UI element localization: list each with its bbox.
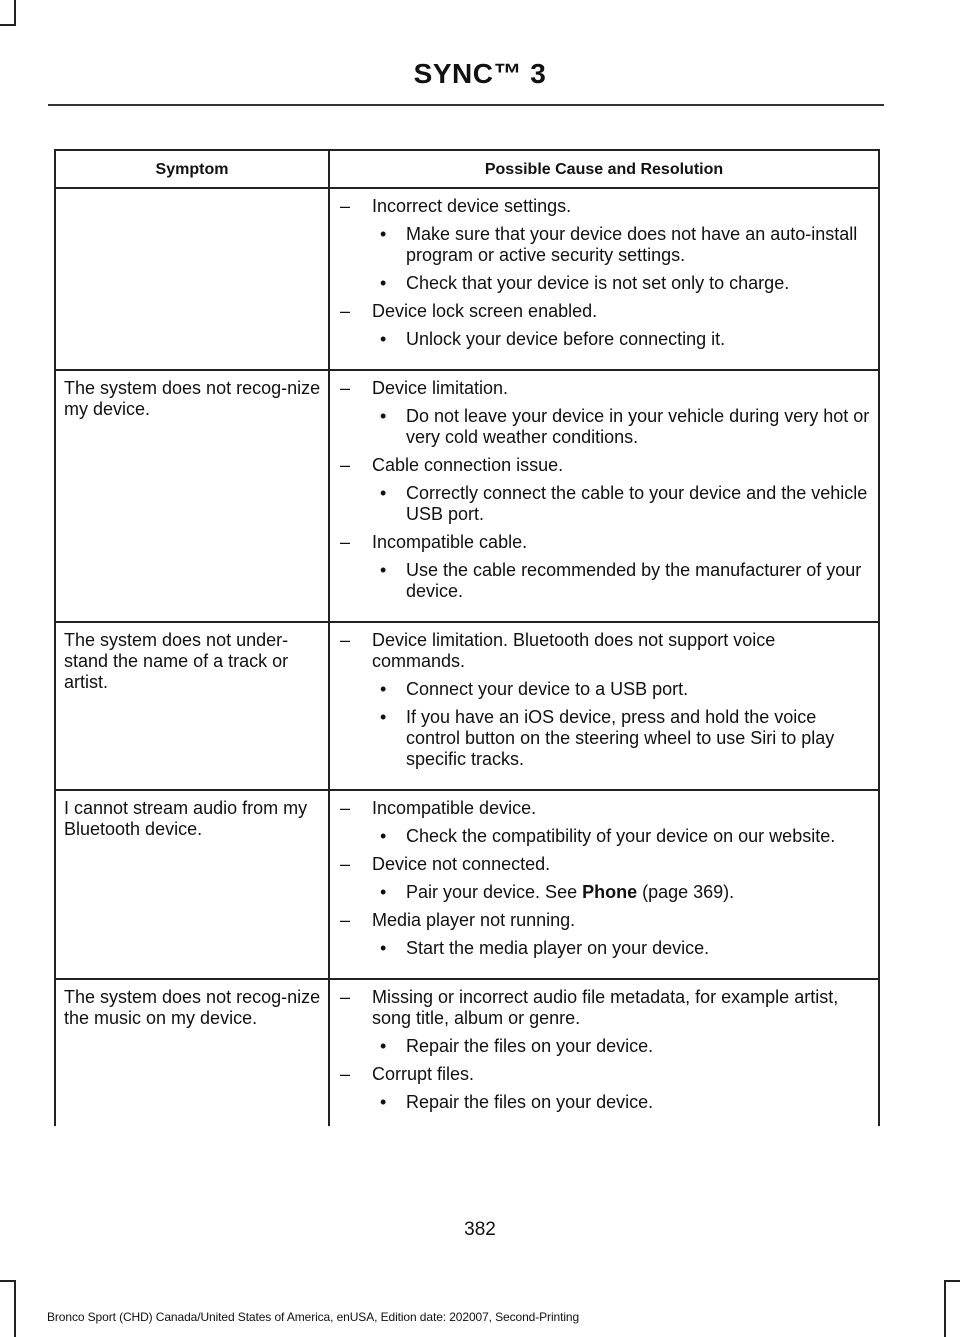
bullet-marker: • [380,560,387,580]
cause-text: Corrupt files. [372,1064,475,1084]
resolution-text: Correctly connect the cable to your device and the vehicle USB port. [406,483,868,524]
cause-text: Incompatible device. [372,798,537,818]
table-row [55,188,879,370]
crop-mark [944,1280,946,1337]
page-reference: (page 369). [637,882,735,902]
symptom-cell [55,188,329,370]
resolution-cell [329,790,879,979]
resolution-text: Check that your device is not set only to charge. [406,273,790,293]
footer-edition-info: Bronco Sport (CHD) Canada/United States of America, enUSA, Edition date: 202007, Second-Printing [47,1310,580,1324]
symptom-cell: The system does not recog-nize the music on my device. [55,979,329,1126]
crop-mark [14,1280,16,1337]
dash-marker: – [340,987,351,1007]
troubleshooting-table [54,149,880,1126]
resolution-cell [329,370,879,622]
cause-item [338,798,872,819]
symptom-cell: I cannot stream audio from my Bluetooth device. [55,790,329,979]
cause-item [338,301,872,322]
table-row [55,979,879,1126]
cause-item [338,987,872,1029]
cause-text: Device limitation. Bluetooth does not support voice commands. [372,630,776,671]
resolution-item [338,938,872,959]
bullet-marker: • [380,329,387,349]
bullet-marker: • [380,938,387,958]
bullet-marker: • [380,483,387,503]
crop-mark [0,1280,16,1282]
resolution-text: Repair the files on your device. [406,1036,654,1056]
dash-marker: – [340,455,351,475]
dash-marker: – [340,301,351,321]
resolution-text: Connect your device to a USB port. [406,679,689,699]
resolution-text: Use the cable recommended by the manufacturer of your device. [406,560,862,601]
resolution-item [338,882,872,903]
resolution-item [338,273,872,294]
bullet-marker: • [380,707,387,727]
table-row [55,790,879,979]
resolution-text: Repair the files on your device. [406,1092,654,1112]
resolution-item [338,826,872,847]
cross-reference-link[interactable]: Phone [582,882,638,902]
resolution-item [338,406,872,448]
dash-marker: – [340,910,351,930]
resolution-item [338,224,872,266]
crop-mark [944,1280,960,1282]
cause-item [338,630,872,672]
dash-marker: – [340,378,351,398]
header-rule [48,104,884,106]
cause-text: Media player not running. [372,910,576,930]
cause-item [338,196,872,217]
resolution-text: Do not leave your device in your vehicle during very hot or very cold weather conditions. [406,406,870,447]
dash-marker: – [340,1064,351,1084]
cause-item [338,532,872,553]
resolution-item [338,707,872,770]
dash-marker: – [340,854,351,874]
page-number: 382 [464,1219,496,1240]
resolution-item [338,679,872,700]
symptom-cell: The system does not recog-nize my device. [55,370,329,622]
table-row [55,622,879,790]
resolution-text: Check the compatibility of your device on our website. [406,826,836,846]
bullet-marker: • [380,273,387,293]
resolution-text: Pair your device. See [406,882,583,902]
cause-text: Device lock screen enabled. [372,301,598,321]
bullet-marker: • [380,826,387,846]
cause-item [338,378,872,399]
resolution-text: Make sure that your device does not have an auto-install program or active security settings. [406,224,858,265]
cause-text: Incorrect device settings. [372,196,572,216]
cause-item [338,910,872,931]
dash-marker: – [340,532,351,552]
bullet-marker: • [380,882,387,902]
resolution-cell [329,979,879,1126]
cause-text: Incompatible cable. [372,532,528,552]
resolution-item [338,1036,872,1057]
resolution-item [338,560,872,602]
cause-text: Missing or incorrect audio file metadata, for example artist, song title, album or genre. [372,987,839,1028]
table-header-row [55,150,879,188]
cause-item [338,455,872,476]
cause-text: Device limitation. [372,378,509,398]
cause-item [338,1064,872,1085]
resolution-cell [329,188,879,370]
cause-text: Cable connection issue. [372,455,564,475]
resolution-item [338,1092,872,1113]
resolution-text: Unlock your device before connecting it. [406,329,726,349]
symptom-cell: The system does not under-stand the name of a track or artist. [55,622,329,790]
bullet-marker: • [380,224,387,244]
resolution-item [338,329,872,350]
resolution-cell [329,622,879,790]
column-header-resolution: Possible Cause and Resolution [329,150,879,188]
resolution-text: If you have an iOS device, press and hold the voice control button on the steering wheel to use Siri to play specific tracks. [406,707,835,769]
table-row [55,370,879,622]
bullet-marker: • [380,406,387,426]
bullet-marker: • [380,679,387,699]
bullet-marker: • [380,1036,387,1056]
bullet-marker: • [380,1092,387,1112]
crop-mark [14,0,16,26]
resolution-item [338,483,872,525]
cause-item [338,854,872,875]
crop-mark [0,24,16,26]
dash-marker: – [340,798,351,818]
column-header-symptom: Symptom [55,150,329,188]
dash-marker: – [340,196,351,216]
resolution-text: Start the media player on your device. [406,938,710,958]
dash-marker: – [340,630,351,650]
cause-text: Device not connected. [372,854,551,874]
page-title: SYNC™ 3 [413,58,547,89]
